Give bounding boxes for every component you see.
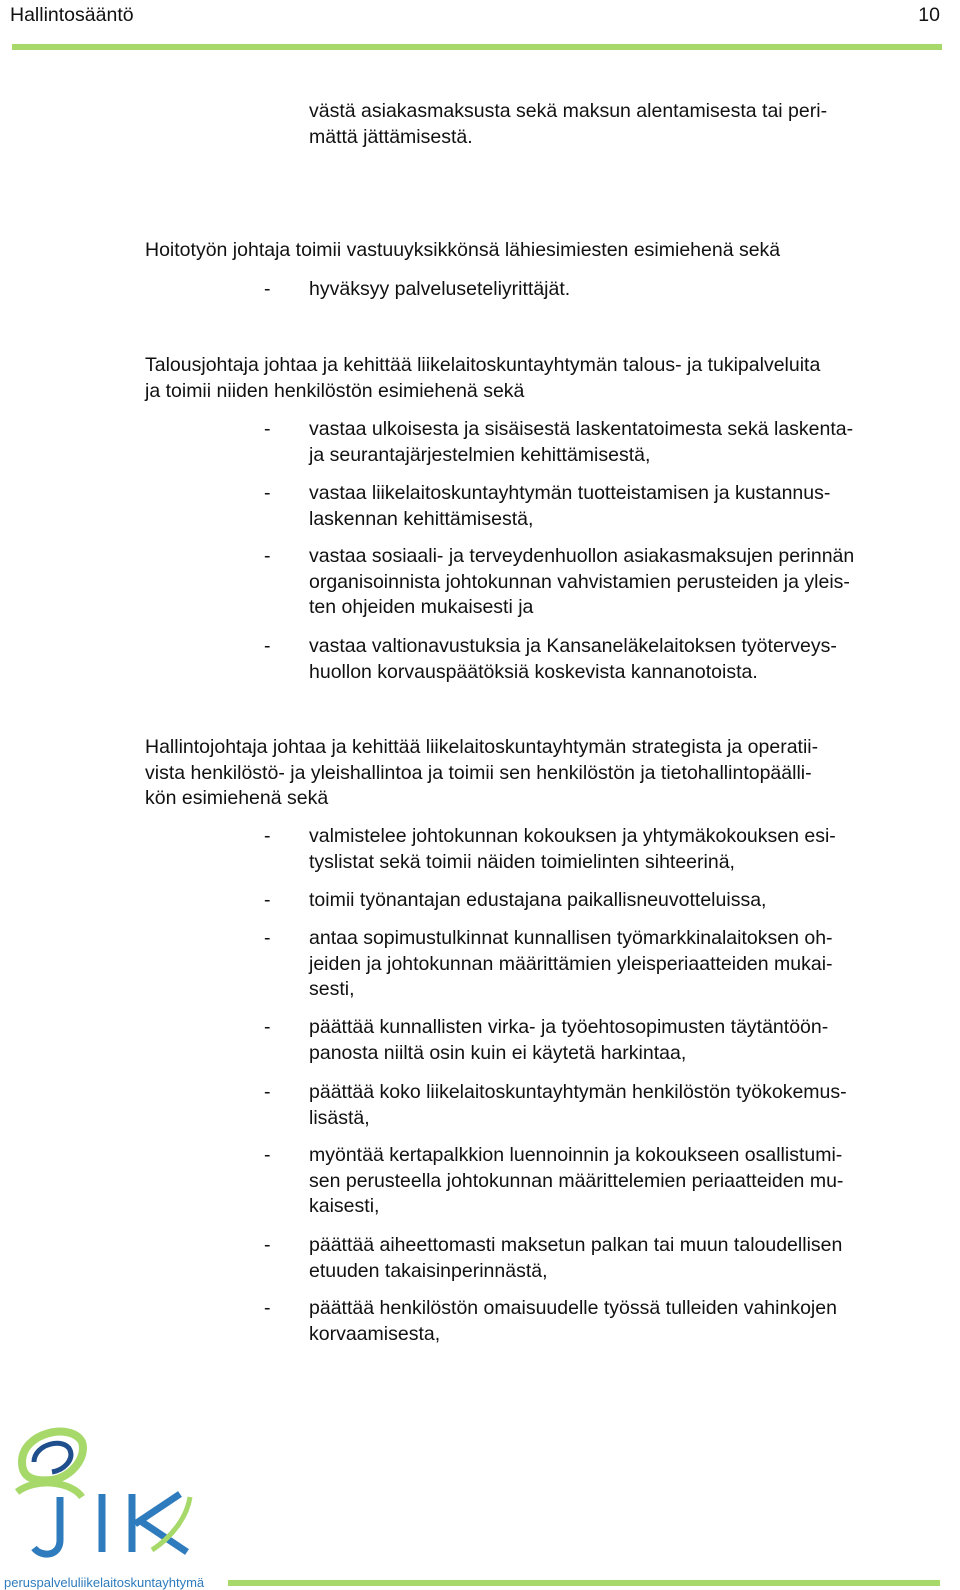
text-line: Hallintojohtaja johtaa ja kehittää liikelaitoskuntayhtymän strategista ja operatii- — [145, 736, 819, 758]
list-dash: - — [264, 1081, 271, 1103]
list-dash: - — [264, 278, 271, 300]
page-header — [10, 0, 940, 30]
text-line: toimii työnantajan edustajana paikallisneuvotteluissa, — [309, 889, 767, 911]
text-line: sesti, — [309, 978, 355, 1000]
text-line: antaa sopimustulkinnat kunnallisen työmarkkinalaitoksen oh- — [309, 927, 833, 949]
list-item-text — [309, 1143, 843, 1220]
text-line: jeiden ja johtokunnan määrittämien yleisperiaatteiden mukai- — [309, 952, 833, 975]
list-dash: - — [264, 1234, 271, 1256]
text-line: päättää koko liikelaitoskuntayhtymän henkilöstön työkokemus- — [309, 1081, 847, 1103]
list-item-text — [309, 1015, 828, 1066]
text-line: lisästä, — [309, 1106, 370, 1129]
list-dash: - — [264, 418, 271, 440]
jik-logo-icon — [12, 1422, 222, 1572]
list-dash: - — [264, 545, 271, 567]
text-line: vastaa liikelaitoskuntayhtymän tuotteistamisen ja kustannus- — [309, 482, 831, 504]
list-dash: - — [264, 1016, 271, 1038]
footer-divider — [228, 1580, 940, 1586]
list-dash: - — [264, 825, 271, 847]
list-item-text — [309, 634, 837, 685]
list-dash: - — [264, 927, 271, 949]
list-dash: - — [264, 1144, 271, 1166]
text-line: sen perusteella johtokunnan määrittelemien periaatteiden mu- — [309, 1169, 844, 1192]
paragraph-talousjohtaja — [145, 353, 820, 404]
list-item-text — [309, 1296, 837, 1347]
list-item-text — [309, 1080, 847, 1131]
text-line: myöntää kertapalkkion luennoinnin ja kokoukseen osallistumi- — [309, 1144, 843, 1166]
list-item-text — [309, 1233, 842, 1284]
document-title: Hallintosääntö — [10, 4, 134, 26]
list-item-text — [309, 926, 833, 1003]
text-line: vista henkilöstö- ja yleishallintoa ja toimii sen henkilöstön ja tietohallintopäälli- — [145, 761, 812, 784]
text-line: vastaa valtionavustuksia ja Kansaneläkelaitoksen työterveys- — [309, 635, 837, 657]
list-dash: - — [264, 482, 271, 504]
text-line: päättää aiheettomasti maksetun palkan tai muun taloudellisen — [309, 1234, 843, 1256]
text-line: västä asiakasmaksusta sekä maksun alentamisesta tai peri- — [309, 100, 828, 122]
text-line: panosta niiltä osin kuin ei käytetä harkintaa, — [309, 1041, 687, 1064]
list-item-text — [309, 824, 836, 875]
list-item-text — [309, 888, 766, 914]
list-dash: - — [264, 635, 271, 657]
list-dash: - — [264, 1297, 271, 1319]
text-line: vastaa sosiaali- ja terveydenhuollon asiakasmaksujen perinnän — [309, 545, 855, 567]
paragraph-hallintojohtaja — [145, 735, 818, 812]
paragraph-hoitotyon-johtaja: Hoitotyön johtaja toimii vastuuyksikkönsä lähiesimiesten esimiehenä sekä — [145, 239, 781, 261]
list-item-text — [309, 277, 570, 303]
text-line: ten ohjeiden mukaisesti ja — [309, 596, 534, 618]
text-line: kön esimiehenä sekä — [145, 787, 329, 809]
text-line: laskennan kehittämisestä, — [309, 507, 534, 530]
text-line: korvaamisesta, — [309, 1322, 441, 1345]
list-item-text — [309, 544, 854, 621]
text-line: mättä jättämisestä. — [309, 125, 473, 148]
text-line: päättää henkilöstön omaisuudelle työssä tulleiden vahinkojen — [309, 1297, 837, 1319]
text-line: Talousjohtaja johtaa ja kehittää liikelaitoskuntayhtymän talous- ja tukipalveluita — [145, 354, 821, 376]
text-line: hyväksyy palveluseteliyrittäjät. — [309, 278, 571, 300]
header-divider — [12, 44, 942, 50]
list-item-text — [309, 481, 830, 532]
continued-list-item — [309, 99, 827, 150]
text-line: vastaa ulkoisesta ja sisäisestä laskentatoimesta sekä laskenta- — [309, 418, 854, 440]
list-item-text — [309, 417, 853, 468]
page-number: 10 — [918, 4, 940, 26]
text-line: ja seurantajärjestelmien kehittämisestä, — [309, 443, 651, 466]
organization-name: peruspalveluliikelaitoskuntayhtymä — [4, 1575, 205, 1590]
text-line: huollon korvauspäätöksiä koskevista kannanotoista. — [309, 660, 758, 683]
list-dash: - — [264, 889, 271, 911]
text-line: etuuden takaisinperinnästä, — [309, 1259, 548, 1282]
text-line: valmistelee johtokunnan kokouksen ja yhtymäkokouksen esi- — [309, 825, 836, 847]
text-line: kaisesti, — [309, 1195, 380, 1217]
text-line: päättää kunnallisten virka- ja työehtosopimusten täytäntöön- — [309, 1016, 829, 1038]
organization-logo — [12, 1422, 222, 1572]
text-line: ja toimii niiden henkilöstön esimiehenä sekä — [145, 379, 525, 402]
text-line: organisoinnista johtokunnan vahvistamien perusteiden ja yleis- — [309, 570, 850, 593]
text-line: tyslistat sekä toimii näiden toimielinten sihteerinä, — [309, 850, 735, 873]
